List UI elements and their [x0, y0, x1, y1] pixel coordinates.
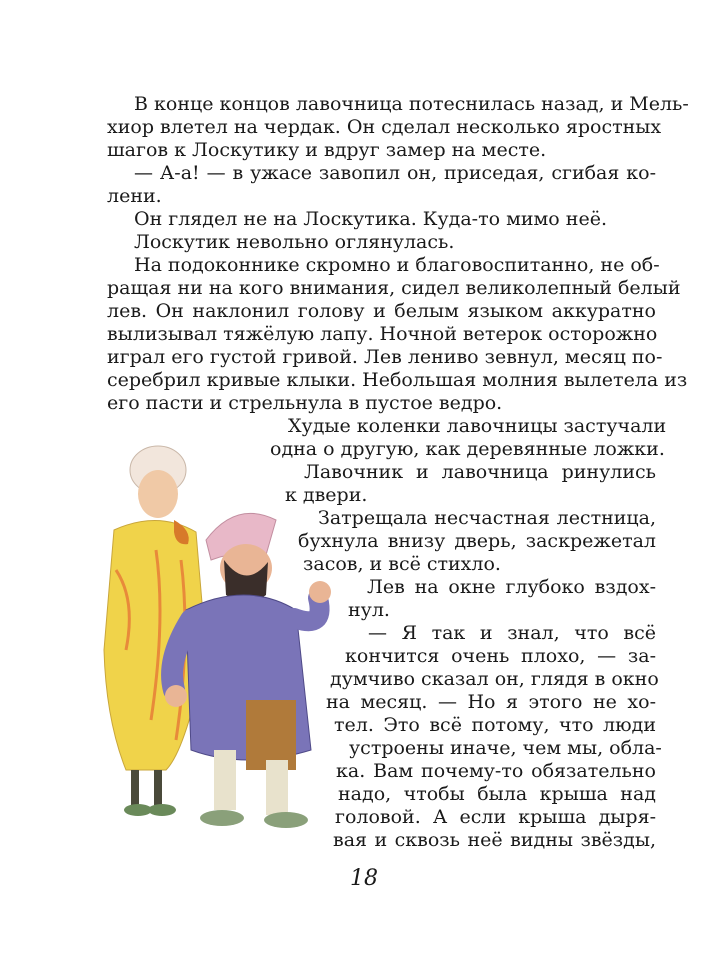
text-line: ка. Вам почему-то обязательно	[336, 760, 656, 782]
text-line: Он глядел не на Лоскутика. Куда-то мимо неё.	[134, 208, 607, 230]
text-line: — Я так и знал, что всё	[368, 622, 656, 644]
text-line: головой. А если крыша дыря-	[335, 806, 656, 828]
text-line: тел. Это всё потому, что люди	[334, 714, 656, 736]
text-line: устроены иначе, чем мы, обла-	[349, 737, 662, 759]
text-line: лев. Он наклонил голову и белым языком аккуратно	[107, 300, 656, 322]
text-line: лени.	[107, 185, 162, 207]
text-line: вая и сквозь неё видны звёзды,	[333, 829, 656, 851]
text-line: кончится очень плохо, — за-	[345, 645, 656, 667]
text-line: В конце концов лавочница потеснилась назад, и Мель-	[134, 93, 689, 115]
text-line: к двери.	[285, 484, 368, 506]
text-line: хиор влетел на чердак. Он сделал несколько яростных	[107, 116, 662, 138]
text-line: Лоскутик невольно оглянулась.	[134, 231, 455, 253]
text-line: засов, и всё стихло.	[303, 553, 501, 575]
text-line: — А-а! — в ужасе завопил он, приседая, сгибая ко-	[134, 162, 656, 184]
text-line: На подоконнике скромно и благовоспитанно, не об-	[134, 254, 660, 276]
text-line: нул.	[348, 599, 390, 621]
text-line: одна о другую, как деревянные ложки.	[270, 438, 665, 460]
text-line: играл его густой гривой. Лев лениво зевнул, месяц по-	[107, 346, 663, 368]
text-line: шагов к Лоскутику и вдруг замер на месте.	[107, 139, 547, 161]
text-line: ращая ни на кого внимания, сидел великолепный белый	[107, 277, 681, 299]
text-line: думчиво сказал он, глядя в окно	[330, 668, 659, 690]
text-line: на месяц. — Но я этого не хо-	[326, 691, 656, 713]
page-number: 18	[350, 866, 378, 891]
text-line: его пасти и стрельнула в пустое ведро.	[107, 392, 503, 414]
text-line: серебрил кривые клыки. Небольшая молния вылетела из	[107, 369, 688, 391]
text-line: Лавочник и лавочница ринулись	[304, 461, 656, 483]
text-line: вылизывал тяжёлую лапу. Ночной ветерок осторожно	[107, 323, 658, 345]
text-line: бухнула внизу дверь, заскрежетал	[298, 530, 656, 552]
text-line: Лев на окне глубоко вздох-	[367, 576, 656, 598]
text-line: Худые коленки лавочницы застучали	[288, 415, 667, 437]
text-line: надо, чтобы была крыша над	[338, 783, 656, 805]
text-line: Затрещала несчастная лестница,	[318, 507, 656, 529]
